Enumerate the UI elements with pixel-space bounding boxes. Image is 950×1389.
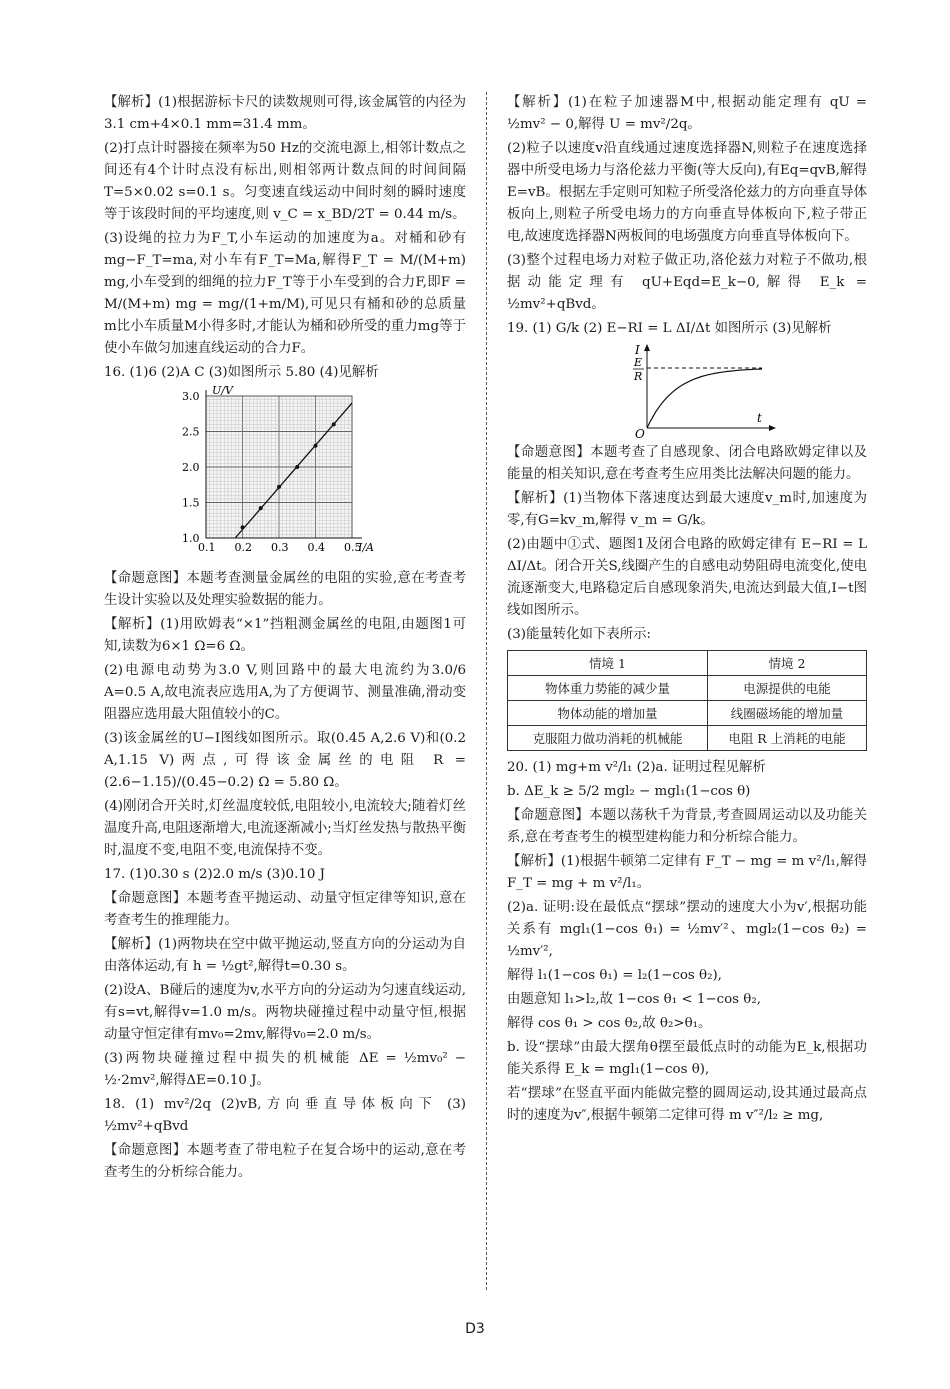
it-y-arrow <box>644 344 650 351</box>
para-r7: (3)能量转化如下表所示: <box>507 627 651 642</box>
right-column <box>507 92 867 1129</box>
ui-y-tick-label: 2.0 <box>182 461 200 474</box>
para-l13: (3)两物块碰撞过程中损失的机械能 ΔE = ½mv₀² − ½·2mv²,解得ΔE=0.10 J。 <box>104 1051 466 1088</box>
it-x-arrow <box>769 425 776 431</box>
ui-data-point <box>277 485 281 489</box>
para-l2: (3)设绳的拉力为F_T,小车运动的加速度为a。对桶和砂有mg−F_T=ma,对小车有F_T=Ma,解得F_T = M/(M+m) mg,小车受到的细绳的拉力F_T等于小车受到的合力F,即F = M/(M+m) mg = mg/(1+m/M),可见只有桶和砂的总质量m比小车质量M小得多时,才能认为桶和砂所受的重力mg等于使小车做匀加速直线运动的合力F。 <box>104 231 466 356</box>
para-r11: 【解析】(1)根据牛顿第二定律有 F_T − mg = m v²/l₁,解得 F_T = mg + m v²/l₁。 <box>507 854 867 891</box>
para-r6: (2)由题中①式、题图1及闭合电路的欧姆定律有 E−RI = L ΔI/Δt。闭合开关S,线圈产生的自感电动势阻碍电流变化,使电流逐渐变大,电路稳定后自感现象消失,电流达到最大值,I−t图线如图所示。 <box>507 537 867 618</box>
energy-table <box>507 650 867 751</box>
ui-x-tick-label: 0.5 <box>344 541 362 554</box>
para-r14: 由题意知 l₁>l₂,故 1−cos θ₁ < 1−cos θ₂, <box>507 992 761 1007</box>
it-ylabel: I <box>635 343 640 357</box>
answer-19: 19. (1) G/k (2) E−RI = L ΔI/Δt 如图所示 (3)见解析 <box>507 321 832 336</box>
answer-17: 17. (1)0.30 s (2)2.0 m/s (3)0.10 J <box>104 867 325 882</box>
para-r5: 【解析】(1)当物体下落速度达到最大速度v_m时,加速度为零,有G=kv_m,解得 v_m = G/k。 <box>507 491 867 528</box>
table-row <box>508 701 867 726</box>
para-r16: b. 设“摆球”由最大摆角θ摆至最低点时的动能为E_k,根据功能关系得 E_k = mgl₁(1−cos θ), <box>507 1040 867 1077</box>
left-column <box>104 92 466 1186</box>
para-l11: 【解析】(1)两物块在空中做平抛运动,竖直方向的分运动为自由落体运动,有 h = ½gt²,解得t=0.30 s。 <box>104 937 466 974</box>
answer-20: 20. (1) mg+m v²/l₁ (2)a. 证明过程见解析 <box>507 760 766 775</box>
para-r15: 解得 cos θ₁ > cos θ₂,故 θ₂>θ₁。 <box>507 1016 712 1031</box>
it-graph <box>507 342 867 438</box>
ui-x-tick-label: 0.3 <box>271 541 289 554</box>
para-r4: 【命题意图】本题考查了自感现象、闭合电路欧姆定律以及能量的相关知识,意在考查考生应用类比法解决问题的能力。 <box>507 445 867 482</box>
table-row <box>508 676 867 701</box>
para-r2: (3)整个过程电场力对粒子做正功,洛伦兹力对粒子不做功,根据动能定理有 qU+Eqd=E_k−0,解得 E_k = ½mv²+qBvd。 <box>507 253 867 312</box>
table-header: 情境 1 <box>508 651 708 676</box>
it-origin: O <box>635 427 645 438</box>
para-l0: 【解析】(1)根据游标卡尺的读数规则可得,该金属管的内径为3.1 cm+4×0.1 mm=31.4 mm。 <box>104 95 466 132</box>
table-cell: 物体动能的增加量 <box>508 701 708 726</box>
column-divider <box>486 92 487 1290</box>
para-l1: (2)打点计时器接在频率为50 Hz的交流电源上,相邻计数点之间还有4个计时点没有标出,则相邻两计数点间的时间间隔T=5×0.02 s=0.1 s。匀变速直线运动中间时刻的瞬时速度等于该段时间的平均速度,则 v_C = x_BD/2T = 0.44 m/s。 <box>104 141 466 222</box>
para-r17: 若“摆球”在竖直平面内能做完整的圆周运动,设其通过最高点时的速度为v″,根据牛顿第二定律可得 m v″²/l₂ ≥ mg, <box>507 1086 867 1123</box>
answer-16: 16. (1)6 (2)A C (3)如图所示 5.80 (4)见解析 <box>104 365 379 380</box>
para-l10: 【命题意图】本题考查平抛运动、动量守恒定律等知识,意在考查考生的推理能力。 <box>104 891 466 928</box>
para-r13: 解得 l₁(1−cos θ₁) = l₂(1−cos θ₂), <box>507 968 722 983</box>
para-l4: 【命题意图】本题考查测量金属丝的电阻的实验,意在考查考生设计实验以及处理实验数据的能力。 <box>104 571 466 608</box>
para-l8: (4)刚闭合开关时,灯丝温度较低,电阻较小,电流较大;随着灯丝温度升高,电阻逐渐增大,电流逐渐减小;当灯丝发热与散热平衡时,温度不变,电阻不变,电流保持不变。 <box>104 799 466 858</box>
table-header: 情境 2 <box>708 651 867 676</box>
para-l5: 【解析】(1)用欧姆表“×1”挡粗测金属丝的电阻,由题图1可知,读数为6×1 Ω=6 Ω。 <box>104 617 466 654</box>
para-l6: (2)电源电动势为3.0 V,则回路中的最大电流约为3.0/6 A=0.5 A,故电流表应选用A,为了方便调节、测量准确,滑动变阻器应选用最大阻值较小的C。 <box>104 663 466 722</box>
ui-x-tick-label: 0.1 <box>198 541 216 554</box>
table-header-row <box>508 651 867 676</box>
it-curve <box>647 369 762 428</box>
table-cell: 克服阻力做功消耗的机械能 <box>508 726 708 751</box>
table-cell: 电源提供的电能 <box>708 676 867 701</box>
ui-y-tick-label: 2.5 <box>182 425 200 439</box>
ui-y-tick-label: 3.0 <box>182 390 200 403</box>
answer-18: 18. (1) mv²/2q (2)vB,方向垂直导体板向下 (3) ½mv²+qBvd <box>104 1097 466 1134</box>
para-r10: 【命题意图】本题以荡秋千为背景,考查圆周运动以及功能关系,意在考查考生的模型建构能力和分析综合能力。 <box>507 808 867 845</box>
para-r12: (2)a. 证明:设在最低点“摆球”摆动的速度大小为v′,根据功能关系有 mgl₁(1−cos θ₁) = ½mv′²、mgl₂(1−cos θ₂) = ½mv′², <box>507 900 867 959</box>
ui-y-tick-label: 1.0 <box>182 532 200 545</box>
ui-graph <box>104 386 466 564</box>
ui-data-point <box>241 525 245 529</box>
para-l15: 【命题意图】本题考查了带电粒子在复合场中的运动,意在考查考生的分析综合能力。 <box>104 1143 466 1180</box>
table-row <box>508 726 867 751</box>
ui-xlabel: I/A <box>358 541 374 554</box>
ui-data-point <box>259 506 263 510</box>
ui-grid <box>206 396 352 538</box>
para-l7: (3)该金属丝的U−I图线如图所示。取(0.45 A,2.6 V)和(0.2 A,1.15 V)两点,可得该金属丝的电阻 R = (2.6−1.15)/(0.45−0.2) Ω = 5.80 Ω。 <box>104 731 466 790</box>
ui-y-tick-label: 1.5 <box>182 496 200 510</box>
para-r9: b. ΔE_k ≥ 5/2 mgl₂ − mgl₁(1−cos θ) <box>507 784 751 799</box>
it-xlabel: t <box>757 411 762 425</box>
ui-data-point <box>314 444 318 448</box>
table-cell: 电阻 R 上消耗的电能 <box>708 726 867 751</box>
it-e-label: E <box>634 356 643 369</box>
ui-ylabel: U/V <box>212 386 233 397</box>
para-r1: (2)粒子以速度v沿直线通过速度选择器N,则粒子在速度选择器中所受电场力与洛伦兹力平衡(等大反向),有Eq=qvB,解得E=vB。根据左手定则可知粒子所受洛伦兹力的方向垂直导体板向上,则粒子所受电场力的方向垂直导体板向下,粒子带正电,故速度选择器N两板间的电场强度方向垂直导体板向下。 <box>507 141 867 244</box>
table-cell: 物体重力势能的减少量 <box>508 676 708 701</box>
para-r0: 【解析】(1)在粒子加速器M中,根据动能定理有 qU = ½mv² − 0,解得 U = mv²/2q。 <box>507 95 867 132</box>
ui-x-tick-label: 0.2 <box>234 541 252 554</box>
ui-data-point <box>332 422 336 426</box>
ui-data-point <box>295 465 299 469</box>
page-number: D3 <box>465 1321 485 1337</box>
it-r-label: R <box>634 370 643 383</box>
ui-x-tick-label: 0.4 <box>307 541 325 554</box>
para-l12: (2)设A、B碰后的速度为v,水平方向的分运动为匀速直线运动,有s=vt,解得v=1.0 m/s。两物块碰撞过程中动量守恒,根据动量守恒定律有mv₀=2mv,解得v₀=2.0 m/s。 <box>104 983 466 1042</box>
table-cell: 线圈磁场能的增加量 <box>708 701 867 726</box>
